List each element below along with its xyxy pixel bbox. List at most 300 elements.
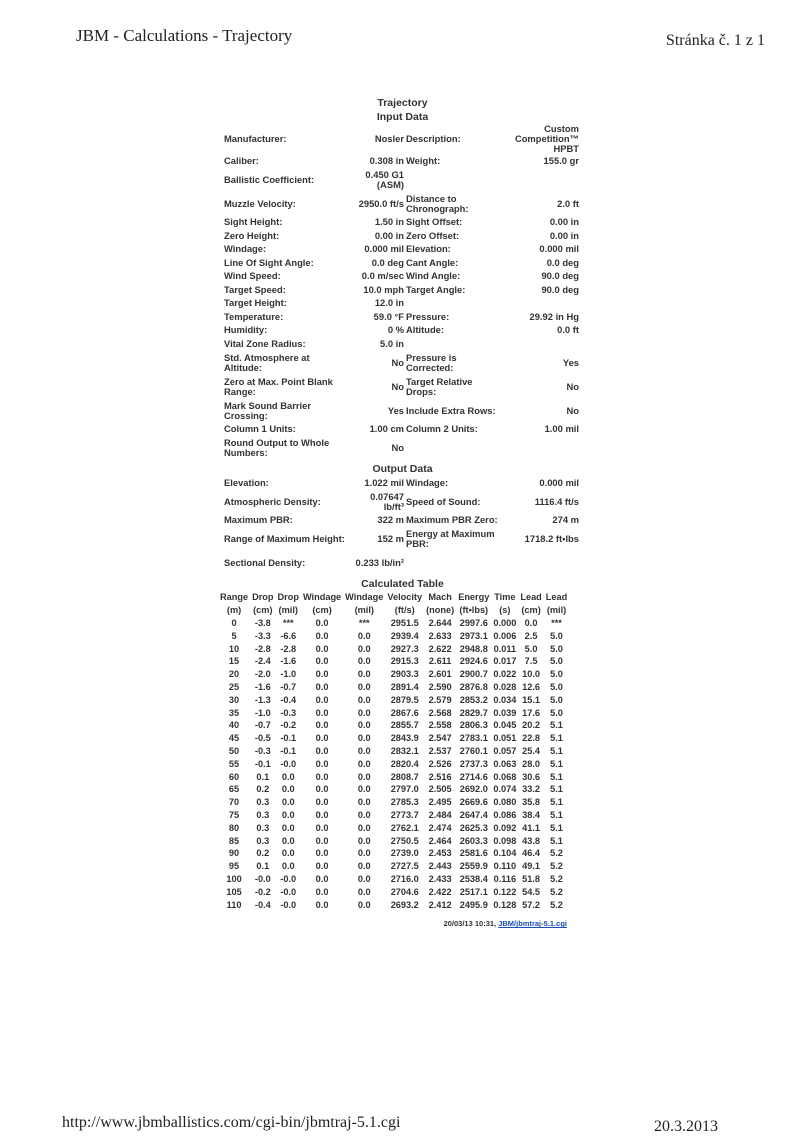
- input-label: Pressure:: [406, 310, 450, 322]
- input-label: Manufacturer:: [224, 133, 287, 144]
- input-label: Vital Zone Radius:: [224, 337, 306, 349]
- column-header: Time: [494, 592, 516, 602]
- table-cell: 0.3: [256, 822, 270, 833]
- input-value: Yes: [387, 404, 404, 416]
- output-label: Speed of Sound:: [406, 495, 481, 507]
- table-cell: 2714.6: [459, 771, 488, 782]
- input-value: No: [391, 356, 404, 368]
- table-cell: 5.2: [550, 861, 563, 872]
- table-cell: 5.2: [550, 899, 563, 910]
- table-cell: -2.0: [254, 669, 271, 680]
- table-cell: 0.0: [281, 771, 295, 782]
- table-cell: 0.051: [493, 733, 517, 744]
- table-cell: 2727.5: [390, 861, 419, 872]
- table-cell: 2495.9: [459, 899, 488, 910]
- input-label: Description:: [406, 133, 461, 144]
- table-cell: 0.0: [357, 848, 371, 859]
- input-value: 1.50 in: [374, 216, 404, 228]
- table-cell: 0.0: [315, 822, 329, 833]
- input-value: 0.00 in: [374, 229, 404, 241]
- table-cell: 2.422: [428, 886, 452, 897]
- table-cell: 25: [228, 681, 240, 692]
- input-label: Temperature:: [224, 310, 284, 322]
- table-cell: 5.1: [550, 797, 563, 808]
- table-cell: 30.6: [522, 771, 541, 782]
- input-value: Custom Competition™ HPBT: [514, 123, 579, 154]
- table-cell: 0.116: [493, 873, 517, 884]
- table-cell: 0.0: [357, 873, 371, 884]
- input-label: Target Height:: [224, 297, 287, 309]
- table-cell: 2737.3: [459, 758, 488, 769]
- table-cell: ***: [551, 618, 562, 628]
- input-label: Target Relative Drops:: [406, 375, 473, 397]
- column-header: (s): [499, 605, 511, 615]
- table-cell: 0.022: [493, 669, 517, 680]
- column-header: (ft/s): [394, 605, 415, 615]
- table-cell: 0.0: [315, 873, 329, 884]
- table-cell: 2829.7: [459, 707, 488, 718]
- input-row: [220, 436, 585, 460]
- table-cell: 57.2: [522, 899, 541, 910]
- table-cell: 2603.3: [459, 835, 488, 846]
- input-value: 0 %: [387, 324, 404, 336]
- table-cell: 2.537: [428, 745, 452, 756]
- table-cell: 10.0: [522, 669, 541, 680]
- input-label: Sight Offset:: [406, 216, 463, 228]
- table-cell: 0.122: [493, 886, 517, 897]
- table-cell: -0.0: [280, 758, 297, 769]
- input-value: 2950.0 ft/s: [358, 197, 404, 209]
- input-label: Zero at Max. Point Blank Range:: [224, 375, 333, 397]
- table-cell: 0.0: [315, 784, 329, 795]
- table-cell: 0.0: [281, 861, 295, 872]
- table-cell: 20: [228, 669, 240, 680]
- table-cell: 38.4: [522, 809, 541, 820]
- input-value: 0.0 deg: [371, 256, 404, 268]
- table-cell: 2538.4: [459, 873, 488, 884]
- output-label: Maximum PBR Zero:: [406, 514, 498, 526]
- input-label: Zero Offset:: [406, 229, 460, 241]
- table-cell: 2.633: [428, 630, 452, 641]
- table-cell: 51.8: [522, 873, 541, 884]
- column-header: (m): [226, 605, 242, 615]
- table-cell: -0.5: [254, 733, 271, 744]
- table-cell: 0.0: [357, 681, 371, 692]
- table-cell: 2.526: [428, 758, 452, 769]
- table-cell: -0.2: [280, 720, 297, 731]
- table-cell: 2924.6: [459, 656, 488, 667]
- table-cell: 0.0: [357, 643, 371, 654]
- table-cell: 0.028: [493, 681, 517, 692]
- table-cell: 5.2: [550, 886, 563, 897]
- table-cell: -3.3: [254, 630, 271, 641]
- table-cell: 85: [228, 835, 240, 846]
- column-header: Drop: [277, 592, 299, 602]
- input-value: 0.00 in: [549, 216, 579, 228]
- table-cell: 2876.8: [459, 681, 488, 692]
- calculated-table: [218, 591, 569, 911]
- column-header: Range: [220, 592, 249, 602]
- table-cell: 0.0: [315, 758, 329, 769]
- table-cell: -0.0: [280, 873, 297, 884]
- output-value: 1116.4 ft/s: [534, 495, 579, 507]
- table-cell: 0.068: [493, 771, 517, 782]
- table-cell: 2.474: [428, 822, 452, 833]
- table-cell: 100: [226, 873, 242, 884]
- input-value: 5.0 in: [380, 337, 404, 349]
- table-cell: 12.6: [522, 681, 541, 692]
- input-row: [220, 154, 585, 168]
- output-value: 0.07647 lb/ft³: [370, 490, 404, 512]
- table-cell: 0.0: [357, 630, 371, 641]
- table-cell: 5.1: [550, 745, 563, 756]
- input-value: Nosler: [374, 133, 404, 144]
- table-cell: 0.011: [493, 643, 517, 654]
- table-cell: 2647.4: [459, 809, 488, 820]
- input-value: 1.00 mil: [544, 423, 579, 435]
- table-row: [218, 694, 569, 707]
- table-cell: 2783.1: [459, 733, 488, 744]
- table-cell: 5.0: [550, 656, 563, 667]
- input-value: 59.0 °F: [373, 310, 404, 322]
- table-cell: 2.412: [428, 899, 452, 910]
- input-row: [220, 324, 585, 338]
- table-cell: 2750.5: [390, 835, 419, 846]
- table-cell: 0.0: [281, 809, 295, 820]
- table-cell: 0.0: [357, 720, 371, 731]
- input-label: Altitude:: [406, 324, 445, 336]
- print-footer-url: http://www.jbmballistics.com/cgi-bin/jbmtraj-5.1.cgi: [62, 1114, 401, 1131]
- output-value: 1718.2 ft•lbs: [524, 533, 579, 544]
- table-cell: 90: [228, 848, 240, 859]
- table-cell: 40: [228, 720, 240, 731]
- table-cell: 22.8: [522, 733, 541, 744]
- input-value: No: [391, 442, 404, 453]
- table-cell: 43.8: [522, 835, 541, 846]
- table-cell: 0.0: [357, 822, 371, 833]
- table-cell: 2903.3: [390, 669, 419, 680]
- table-row: [218, 783, 569, 796]
- table-cell: 5.0: [550, 643, 563, 654]
- table-cell: 54.5: [522, 886, 541, 897]
- input-value: 29.92 in Hg: [529, 310, 579, 322]
- table-cell: 30: [228, 694, 240, 705]
- table-cell: 49.1: [522, 861, 541, 872]
- input-label: Line Of Sight Angle:: [224, 256, 314, 268]
- table-cell: -0.4: [280, 694, 297, 705]
- input-value: 90.0 deg: [541, 270, 579, 282]
- table-cell: 0.0: [315, 861, 329, 872]
- table-cell: 0.0: [357, 809, 371, 820]
- input-value: 0.0 deg: [546, 256, 579, 268]
- table-cell: 2785.3: [390, 797, 419, 808]
- table-cell: 5.1: [550, 822, 563, 833]
- table-cell: 0.0: [357, 835, 371, 846]
- output-label: Energy at Maximum PBR:: [406, 528, 495, 549]
- column-header: (mil): [354, 605, 374, 615]
- table-cell: 0.128: [493, 899, 517, 910]
- input-label: Ballistic Coefficient:: [224, 173, 315, 185]
- table-cell: 0.092: [493, 822, 517, 833]
- table-cell: 0.0: [315, 899, 329, 910]
- output-row: [220, 490, 585, 514]
- table-row: [218, 745, 569, 758]
- table-row: [218, 732, 569, 745]
- output-row: [220, 476, 585, 490]
- input-label: Zero Height:: [224, 229, 280, 241]
- output-label: Elevation:: [224, 476, 269, 488]
- table-cell: 5.2: [550, 873, 563, 884]
- table-cell: 35: [228, 707, 240, 718]
- table-cell: 95: [228, 861, 240, 872]
- table-row: [218, 643, 569, 656]
- table-cell: 10: [228, 643, 240, 654]
- column-header: Mach: [428, 592, 452, 602]
- column-header: Velocity: [387, 592, 423, 602]
- table-cell: 5.1: [550, 835, 563, 846]
- input-value: No: [566, 404, 579, 416]
- input-label: Caliber:: [224, 154, 259, 166]
- table-cell: 0.074: [493, 784, 517, 795]
- input-value: 0.450 G1 (ASM): [365, 168, 404, 190]
- table-cell: 70: [228, 797, 240, 808]
- input-value: No: [391, 380, 404, 392]
- table-cell: 2581.6: [459, 848, 488, 859]
- input-value: 0.00 in: [549, 229, 579, 241]
- output-value: 0.000 mil: [539, 476, 579, 488]
- table-row: [218, 758, 569, 771]
- table-row: [218, 835, 569, 848]
- table-cell: 5.1: [550, 720, 563, 731]
- table-cell: -2.8: [254, 643, 271, 654]
- table-cell: 5.0: [550, 694, 563, 705]
- table-cell: 0.0: [315, 886, 329, 897]
- table-row: [218, 809, 569, 822]
- column-header: Drop: [252, 592, 274, 602]
- table-cell: 2948.8: [459, 643, 488, 654]
- table-cell: 2.453: [428, 848, 452, 859]
- table-cell: 5.2: [550, 848, 563, 859]
- table-cell: 0.0: [357, 694, 371, 705]
- output-row: [220, 527, 585, 551]
- table-cell: 2.568: [428, 707, 452, 718]
- input-value: 0.000 mil: [364, 243, 404, 255]
- output-label: Sectional Density:: [224, 557, 306, 568]
- print-footer-date: 20.3.2013: [654, 1118, 718, 1135]
- table-cell: 2.590: [428, 681, 452, 692]
- table-cell: 2.601: [428, 669, 452, 680]
- table-cell: 2760.1: [459, 745, 488, 756]
- table-cell: 2879.5: [390, 694, 419, 705]
- output-label: Windage:: [406, 476, 449, 488]
- input-label: Wind Speed:: [224, 270, 281, 282]
- table-cell: 2832.1: [390, 745, 419, 756]
- table-cell: 0.0: [315, 694, 329, 705]
- table-cell: 0.0: [357, 784, 371, 795]
- input-value: 0.308 in: [369, 154, 404, 166]
- table-cell: 0.0: [524, 618, 538, 628]
- input-data-grid: [220, 124, 585, 460]
- input-label: Target Angle:: [406, 283, 466, 295]
- table-cell: 2.516: [428, 771, 452, 782]
- table-cell: 2762.1: [390, 822, 419, 833]
- column-header: Lead: [545, 592, 568, 602]
- table-cell: 2517.1: [459, 886, 488, 897]
- table-cell: -1.6: [280, 656, 297, 667]
- input-label: Pressure is Corrected:: [406, 351, 457, 373]
- table-cell: 0.0: [315, 797, 329, 808]
- input-label: Std. Atmosphere at Altitude:: [224, 351, 310, 373]
- input-row: [220, 124, 585, 154]
- table-cell: 60: [228, 771, 240, 782]
- table-cell: 0.0: [315, 643, 329, 654]
- table-cell: 0.0: [357, 733, 371, 744]
- calculated-table-heading: Calculated Table: [361, 578, 444, 590]
- table-cell: 5.1: [550, 733, 563, 744]
- table-cell: 2.495: [428, 797, 452, 808]
- table-cell: 0.0: [315, 745, 329, 756]
- table-cell: -6.6: [280, 630, 297, 641]
- column-header: (cm): [521, 605, 541, 615]
- table-cell: 0.0: [357, 861, 371, 872]
- input-data-heading: Input Data: [376, 111, 429, 123]
- table-cell: 0.0: [315, 848, 329, 859]
- table-row: [218, 668, 569, 681]
- input-label: Windage:: [224, 243, 267, 255]
- table-cell: 2820.4: [390, 758, 419, 769]
- table-cell: 2.644: [428, 618, 452, 628]
- table-row: [218, 707, 569, 720]
- table-cell: 2939.4: [390, 630, 419, 641]
- column-header: Energy: [458, 592, 490, 602]
- table-cell: 0.034: [493, 694, 517, 705]
- input-value: 0.0 m/sec: [361, 270, 404, 282]
- output-data-heading: Output Data: [372, 463, 433, 475]
- input-row: [220, 297, 585, 311]
- jbm-program-link[interactable]: JBM/jbmtraj-5.1.cgi: [498, 919, 567, 929]
- input-label: Cant Angle:: [406, 256, 459, 268]
- table-cell: 5.1: [550, 809, 563, 820]
- input-row: [220, 337, 585, 351]
- input-label: Distance to Chronograph:: [406, 192, 469, 214]
- table-row: [218, 899, 569, 912]
- input-value: 1.00 cm: [369, 423, 404, 435]
- table-cell: 2891.4: [390, 681, 419, 692]
- table-cell: 2.443: [428, 861, 452, 872]
- table-cell: 0.0: [357, 797, 371, 808]
- table-cell: 2625.3: [459, 822, 488, 833]
- table-cell: 0.0: [357, 771, 371, 782]
- table-cell: -0.4: [254, 899, 271, 910]
- column-header: (none): [426, 605, 455, 615]
- column-header: (cm): [312, 605, 332, 615]
- table-cell: 2773.7: [390, 809, 419, 820]
- table-cell: 2.5: [524, 630, 538, 641]
- table-cell: 0.080: [493, 797, 517, 808]
- input-label: Muzzle Velocity:: [224, 197, 296, 209]
- table-cell: 5.1: [550, 771, 563, 782]
- table-cell: 7.5: [524, 656, 538, 667]
- input-label: Round Output to Whole Numbers:: [224, 437, 330, 458]
- table-cell: -0.0: [254, 873, 271, 884]
- table-cell: 0.1: [256, 771, 270, 782]
- table-cell: 0.045: [493, 720, 517, 731]
- table-row: [218, 655, 569, 668]
- table-cell: 0.063: [493, 758, 517, 769]
- table-cell: 65: [228, 784, 240, 795]
- output-value: 322 m: [377, 514, 404, 526]
- input-label: Mark Sound Barrier Crossing:: [224, 399, 312, 421]
- input-row: [220, 375, 585, 399]
- table-cell: -1.6: [254, 681, 271, 692]
- table-cell: 80: [228, 822, 240, 833]
- table-cell: 0.0: [357, 886, 371, 897]
- table-cell: -3.8: [254, 618, 271, 628]
- input-row: [220, 283, 585, 297]
- table-cell: 5.0: [524, 643, 538, 654]
- table-cell: -0.1: [280, 733, 297, 744]
- table-row: [218, 886, 569, 899]
- table-cell: 75: [228, 809, 240, 820]
- table-cell: -1.0: [280, 669, 297, 680]
- table-cell: 2867.6: [390, 707, 419, 718]
- table-cell: 2997.6: [459, 618, 488, 628]
- input-row: [220, 256, 585, 270]
- table-cell: -0.7: [280, 681, 297, 692]
- table-cell: -0.3: [254, 745, 271, 756]
- table-row: [218, 617, 569, 630]
- table-cell: 2973.1: [459, 630, 488, 641]
- table-cell: 0.0: [281, 822, 295, 833]
- column-header: Windage: [302, 592, 342, 602]
- input-value: 155.0 gr: [543, 154, 579, 166]
- document-title: Trajectory: [377, 97, 428, 109]
- table-cell: 0.0: [315, 669, 329, 680]
- input-value: 10.0 mph: [363, 283, 404, 295]
- table-cell: 0.0: [315, 618, 329, 628]
- table-cell: 0.0: [315, 707, 329, 718]
- header-row: [218, 604, 569, 617]
- print-page-indicator: Stránka č. 1 z 1: [665, 32, 765, 49]
- input-row: [220, 310, 585, 324]
- table-cell: -0.1: [254, 758, 271, 769]
- input-row: [220, 168, 585, 192]
- table-cell: -1.3: [254, 694, 271, 705]
- table-cell: -2.8: [280, 643, 297, 654]
- table-cell: 2797.0: [390, 784, 419, 795]
- table-row: [218, 630, 569, 643]
- table-cell: 2559.9: [459, 861, 488, 872]
- table-cell: 2951.5: [390, 618, 419, 628]
- input-label: Humidity:: [224, 324, 268, 336]
- input-value: 90.0 deg: [541, 283, 579, 295]
- input-row: [220, 243, 585, 257]
- input-value: 0.000 mil: [539, 243, 579, 255]
- table-cell: 0.006: [493, 630, 517, 641]
- table-cell: 5.0: [550, 681, 563, 692]
- table-row: [218, 771, 569, 784]
- table-cell: 0.0: [281, 835, 295, 846]
- table-cell: ***: [358, 618, 370, 628]
- input-row: [220, 399, 585, 423]
- table-cell: 105: [226, 886, 242, 897]
- table-cell: -0.2: [254, 886, 271, 897]
- table-row: [218, 719, 569, 732]
- table-cell: -0.0: [280, 886, 297, 897]
- table-cell: 2806.3: [459, 720, 488, 731]
- output-value: 0.233 lb/in²: [355, 557, 404, 568]
- table-cell: 15.1: [522, 694, 541, 705]
